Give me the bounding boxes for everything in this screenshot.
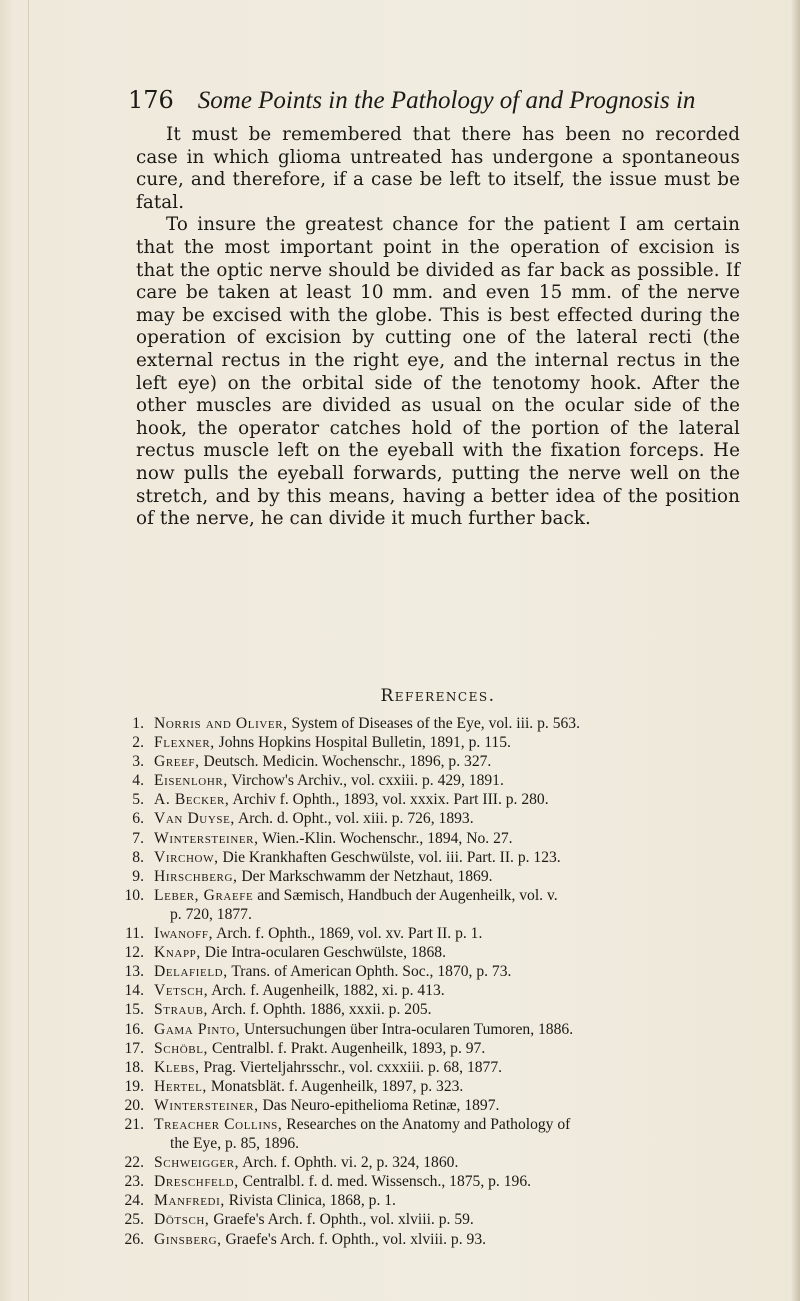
reference-author: Norris and Oliver, [154, 715, 288, 732]
reference-number: 17. [124, 1039, 144, 1057]
reference-text: Die Intra-ocularen Geschwülste, 1868. [200, 944, 446, 962]
reference-author: Knapp, [154, 944, 201, 962]
reference-number: 13. [124, 963, 144, 981]
running-header [128, 82, 696, 118]
page-number: 176 [128, 86, 174, 114]
reference-author: Wintersteiner, [154, 829, 259, 847]
reference-item [120, 1153, 744, 1172]
reference-text: Das Neuro-epithelioma Retinæ, 1897. [258, 1096, 500, 1114]
reference-number: 16. [124, 1020, 144, 1038]
reference-item [120, 733, 744, 752]
references-list [120, 714, 744, 1249]
reference-author: Vetsch, [154, 982, 209, 1000]
reference-author: Wintersteiner, [154, 1096, 259, 1114]
reference-author: Eisenlohr, [154, 772, 228, 790]
reference-item [120, 829, 744, 848]
running-title: Some Points in the Pathology of and Prognosis in [197, 87, 696, 114]
reference-author: Dreschfeld, [154, 1173, 239, 1191]
reference-text: Monatsblät. f. Augenheilk, 1897, p. 323. [206, 1077, 464, 1095]
paragraph: To insure the greatest chance for the patient I am certain that the most important point in the operation of excision is that the optic nerve should be divided as far back as possible. If care be taken at least 10 mm. and even 15 mm. of the nerve may be excised with the globe. This is best effected during the operation of excision by cutting one of the lateral recti (the external rectus in the right eye, and the internal rectus in the left eye) on the orbital side of the tenotomy hook. After the other muscles are divided as usual on the ocular side of the hook, the operator catches hold of the portion of the lateral rectus muscle left on the eyeball with the fixation forceps. He now pulls the eyeball forwards, putting the nerve well on the stretch, and by this means, having a better idea of the position of the nerve, he can divide it much further back. [136, 214, 740, 530]
paragraph: It must be remembered that there has been no recorded case in which glioma untreated has undergone a spontaneous cure, and therefore, if a case be left to itself, the issue must be fatal. [136, 124, 740, 213]
reference-text: Trans. of American Ophth. Soc., 1870, p. 73. [227, 963, 512, 981]
reference-number: 4. [132, 772, 144, 790]
reference-text: Arch. f. Augenheilk, 1882, xi. p. 413. [208, 982, 445, 1000]
reference-item [120, 867, 744, 886]
reference-number: 5. [132, 791, 144, 809]
reference-author: Flexner, [154, 734, 215, 752]
reference-item [120, 752, 744, 771]
reference-number: 18. [124, 1058, 144, 1076]
reference-text: Johns Hopkins Hospital Bulletin, 1891, p. 115. [214, 734, 511, 752]
page-edge-shadow [790, 0, 800, 1301]
reference-text: Virchow's Archiv., vol. cxxiii. p. 429, 1891. [227, 772, 504, 790]
reference-number: 2. [132, 734, 144, 752]
reference-number: 1. [132, 715, 144, 732]
reference-text: Wien.-Klin. Wochenschr., 1894, No. 27. [258, 829, 513, 847]
reference-text: Centralbl. f. d. med. Wissensch., 1875, p. 196. [238, 1173, 532, 1191]
reference-item [120, 1058, 744, 1077]
reference-author: Virchow, [154, 848, 219, 866]
reference-author: Klebs, [154, 1058, 200, 1076]
reference-text: Researches on the Anatomy and Pathology of [282, 1115, 571, 1133]
reference-author: Straub, [154, 1001, 209, 1019]
reference-number: 26. [124, 1230, 144, 1248]
reference-continuation: the Eye, p. 85, 1896. [170, 1135, 300, 1153]
reference-number: 25. [124, 1211, 144, 1229]
reference-item [120, 1172, 744, 1191]
reference-item [120, 1191, 744, 1210]
reference-number: 15. [124, 1001, 144, 1019]
reference-item [120, 981, 744, 1000]
reference-text: Graefe's Arch. f. Ophth., vol. xlviii. p. 59. [209, 1211, 474, 1229]
reference-item [120, 1039, 744, 1058]
reference-author: Dötsch, [154, 1211, 210, 1229]
reference-continuation: p. 720, 1877. [170, 905, 252, 923]
reference-text: Graefe's Arch. f. Ophth., vol. xlviii. p. 93. [221, 1230, 487, 1248]
reference-item [120, 1020, 744, 1039]
reference-text: Arch. f. Ophth. vi. 2, p. 324, 1860. [239, 1154, 459, 1172]
reference-author: A. Becker, [154, 791, 230, 809]
reference-text: Arch. d. Opht., vol. xiii. p. 726, 1893. [234, 810, 474, 828]
reference-text: Centralbl. f. Prakt. Augenheilk, 1893, p. 97. [208, 1039, 486, 1057]
reference-item [120, 924, 744, 943]
reference-item [120, 1096, 744, 1115]
reference-item [120, 714, 744, 733]
reference-item [120, 790, 744, 809]
reference-author: Hertel, [154, 1077, 207, 1095]
gutter-line [28, 0, 29, 1301]
reference-author: Greef, [154, 753, 200, 771]
reference-author: Delafield, [154, 963, 228, 981]
reference-text: Die Krankhaften Geschwülste, vol. iii. Part. II. p. 123. [218, 848, 561, 866]
reference-number: 14. [124, 982, 144, 1000]
reference-number: 11. [125, 925, 144, 943]
reference-text: Arch. f. Ophth. 1886, xxxii. p. 205. [208, 1001, 432, 1019]
reference-number: 7. [132, 829, 144, 847]
reference-text: Der Markschwamm der Netzhaut, 1869. [237, 867, 493, 885]
reference-author: Manfredi, [154, 1192, 225, 1210]
reference-item [120, 962, 744, 981]
reference-text: Deutsch. Medicin. Wochenschr., 1896, p. 327. [199, 753, 492, 771]
reference-text: and Sæmisch, Handbuch der Augenheilk, vol. v. [253, 886, 558, 904]
reference-author: Hirschberg, [154, 867, 238, 885]
reference-author: Iwanoff, [154, 925, 214, 943]
reference-number: 12. [124, 944, 144, 962]
reference-author: Leber, Graefe [154, 886, 254, 904]
reference-number: 24. [124, 1192, 144, 1210]
reference-item [120, 1115, 744, 1153]
reference-number: 10. [124, 886, 144, 904]
reference-number: 19. [124, 1077, 144, 1095]
reference-number: 20. [124, 1096, 144, 1114]
reference-author: Schweigger, [154, 1154, 240, 1172]
reference-text: Untersuchungen über Intra-ocularen Tumoren, 1886. [240, 1020, 574, 1038]
reference-number: 23. [124, 1173, 144, 1191]
reference-number: 3. [132, 753, 144, 771]
reference-text: Rivista Clinica, 1868, p. 1. [224, 1192, 396, 1210]
reference-item [120, 848, 744, 867]
reference-author: Van Duyse, [154, 810, 235, 828]
reference-number: 6. [132, 810, 144, 828]
reference-item [120, 886, 744, 924]
reference-item [120, 943, 744, 962]
reference-item [120, 771, 744, 790]
reference-author: Gama Pinto, [154, 1020, 241, 1038]
reference-author: Schöbl, [154, 1039, 209, 1057]
references-heading: References. [380, 686, 496, 706]
reference-number: 21. [124, 1115, 144, 1133]
reference-author: Treacher Collins, [154, 1115, 283, 1133]
reference-item [120, 809, 744, 828]
reference-text: Arch. f. Ophth., 1869, vol. xv. Part II. p. 1. [213, 925, 483, 943]
reference-number: 22. [124, 1154, 144, 1172]
reference-item [120, 1000, 744, 1019]
reference-number: 8. [132, 848, 144, 866]
reference-text: Prag. Vierteljahrsschr., vol. cxxxiii. p. 68, 1877. [199, 1058, 503, 1076]
reference-item [120, 1077, 744, 1096]
reference-item [120, 1230, 744, 1249]
reference-text: System of Diseases of the Eye, vol. iii. p. 563. [287, 715, 580, 732]
reference-number: 9. [132, 867, 144, 885]
reference-author: Ginsberg, [154, 1230, 222, 1248]
reference-item [120, 1210, 744, 1229]
page-body [124, 124, 740, 1248]
reference-text: Archiv f. Ophth., 1893, vol. xxxix. Part III. p. 280. [229, 791, 549, 809]
